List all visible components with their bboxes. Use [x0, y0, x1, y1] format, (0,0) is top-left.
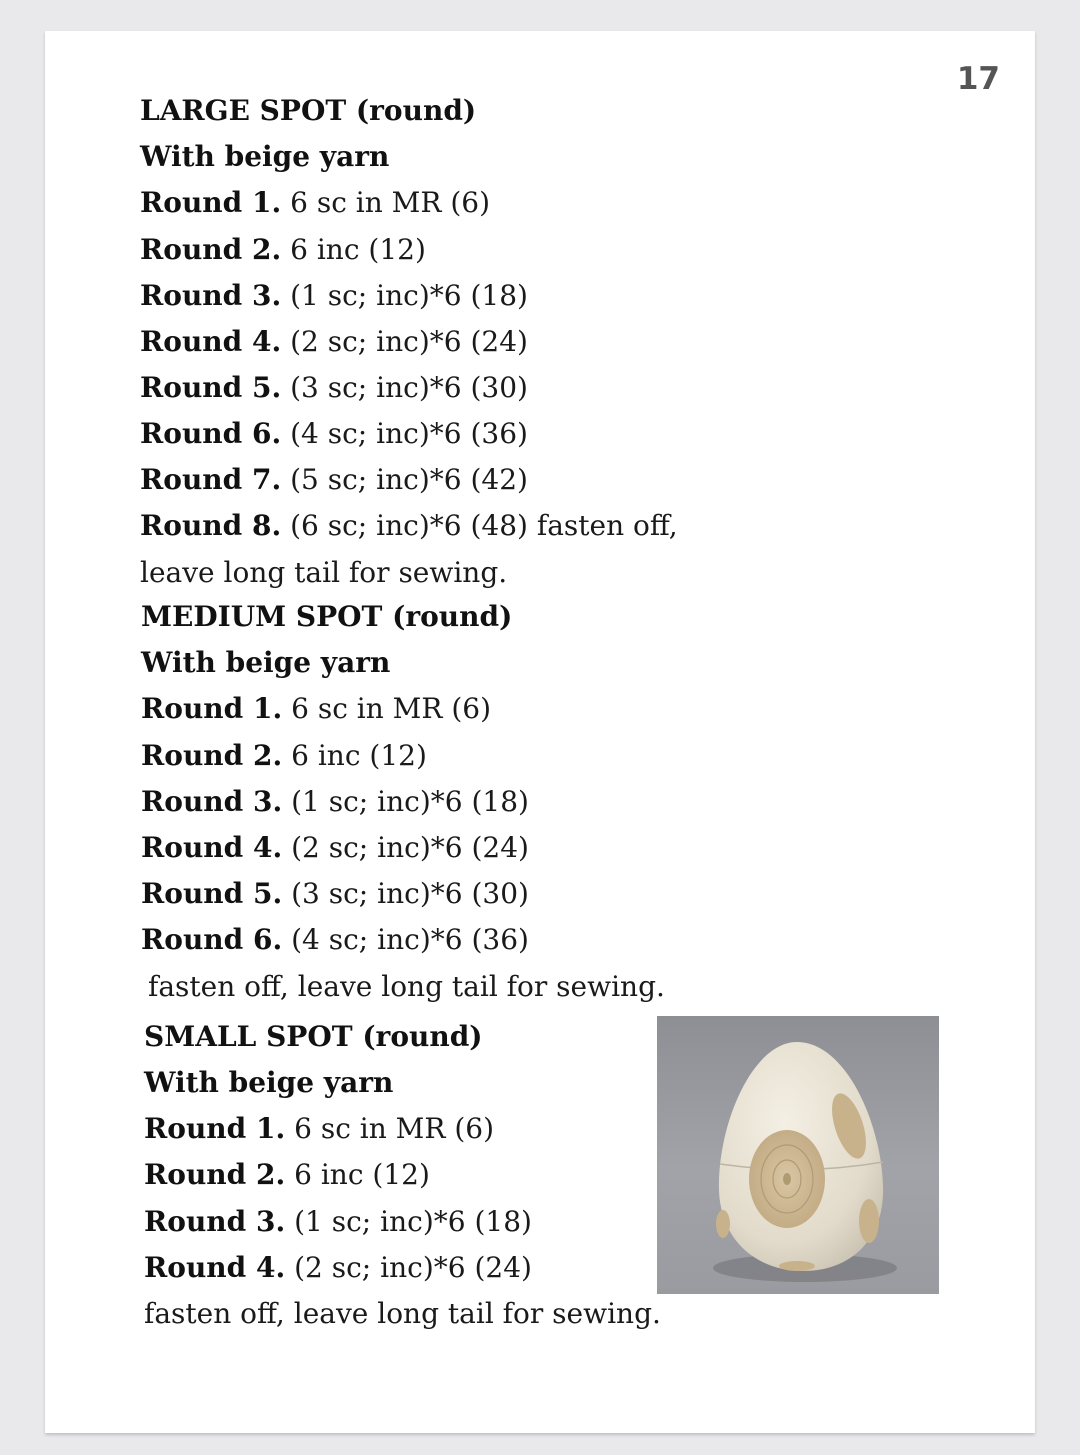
medium-round-5: Round 5. (3 sc; inc)*6 (30) — [141, 877, 529, 910]
large-round-1: Round 1. 6 sc in MR (6) — [140, 186, 490, 219]
large-spot-heading: LARGE SPOT (round) — [140, 94, 477, 127]
medium-spot-heading: MEDIUM SPOT (round) — [141, 600, 513, 633]
medium-round-1: Round 1. 6 sc in MR (6) — [141, 692, 491, 725]
small-round-4: Round 4. (2 sc; inc)*6 (24) — [144, 1251, 532, 1284]
small-finish-note: fasten off, leave long tail for sewing. — [144, 1297, 661, 1330]
medium-round-4: Round 4. (2 sc; inc)*6 (24) — [141, 831, 529, 864]
crochet-egg-photo — [657, 1016, 939, 1294]
large-round-6: Round 6. (4 sc; inc)*6 (36) — [140, 417, 528, 450]
medium-round-6: Round 6. (4 sc; inc)*6 (36) — [141, 923, 529, 956]
medium-round-2: Round 2. 6 inc (12) — [141, 739, 427, 772]
large-round-4: Round 4. (2 sc; inc)*6 (24) — [140, 325, 528, 358]
large-round-5: Round 5. (3 sc; inc)*6 (30) — [140, 371, 528, 404]
large-finish-note: leave long tail for sewing. — [140, 556, 508, 589]
large-round-7: Round 7. (5 sc; inc)*6 (42) — [140, 463, 528, 496]
small-spot-heading: SMALL SPOT (round) — [144, 1020, 483, 1053]
large-round-2: Round 2. 6 inc (12) — [140, 233, 426, 266]
large-round-8: Round 8. (6 sc; inc)*6 (48) fasten off, — [140, 509, 678, 542]
medium-round-3: Round 3. (1 sc; inc)*6 (18) — [141, 785, 529, 818]
small-round-1: Round 1. 6 sc in MR (6) — [144, 1112, 494, 1145]
large-round-3: Round 3. (1 sc; inc)*6 (18) — [140, 279, 528, 312]
document-page — [45, 31, 1035, 1433]
page-number: 17 — [956, 61, 1000, 97]
small-round-3: Round 3. (1 sc; inc)*6 (18) — [144, 1205, 532, 1238]
large-spot-yarn: With beige yarn — [140, 140, 390, 173]
medium-finish-note: fasten off, leave long tail for sewing. — [148, 970, 665, 1003]
medium-spot-yarn: With beige yarn — [141, 646, 391, 679]
small-spot-yarn: With beige yarn — [144, 1066, 394, 1099]
small-round-2: Round 2. 6 inc (12) — [144, 1158, 430, 1191]
crochet-egg-icon — [657, 1016, 939, 1294]
